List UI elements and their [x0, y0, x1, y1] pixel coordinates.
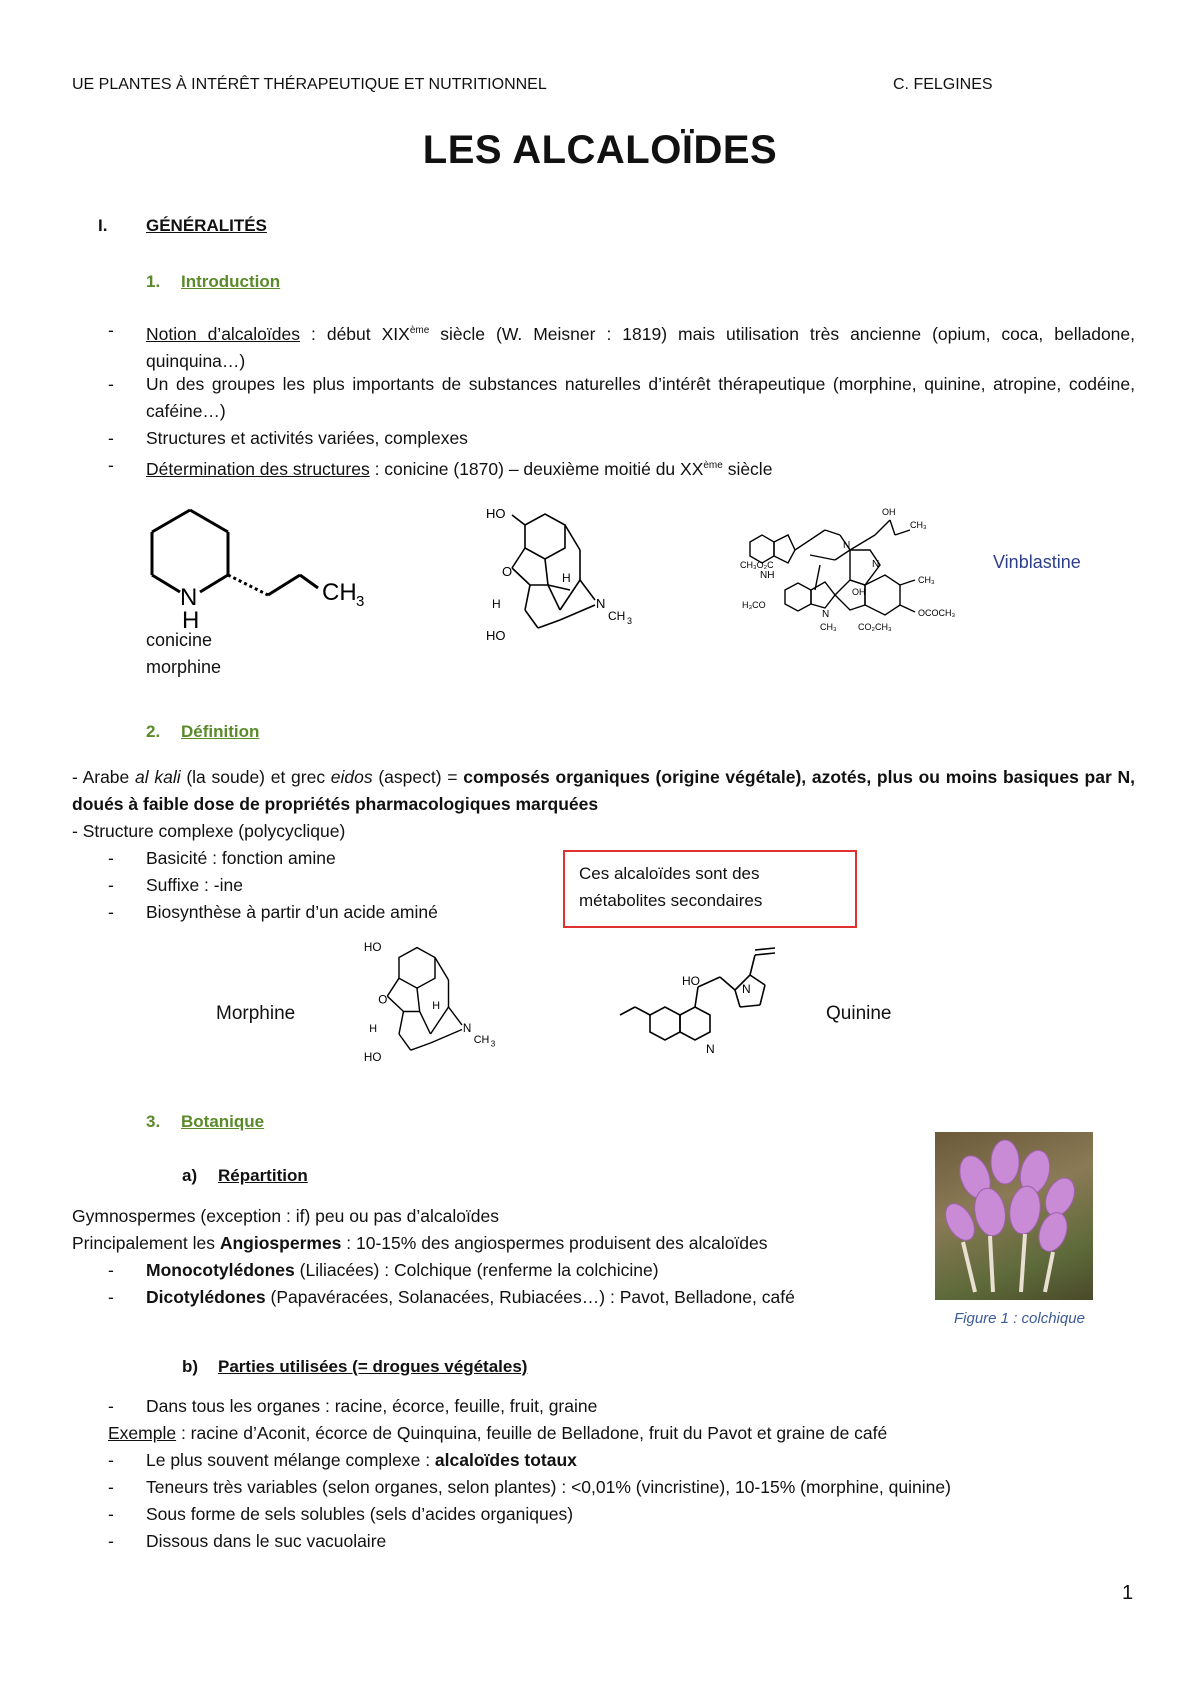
- text: (Liliacées) : Colchique (renferme la colchicine): [294, 1260, 659, 1280]
- list-item: Biosynthèse à partir d’un acide aminé: [146, 902, 438, 922]
- list-item: [146, 452, 1135, 483]
- list-item: Un des groupes les plus importants de substances naturelles d’intérêt thérapeutique (morphine, quinine, atropine, codéine, caféine…): [146, 374, 1135, 421]
- term-italic: eidos: [330, 767, 373, 787]
- quinine-structure: [610, 945, 800, 1080]
- superscript: ème: [703, 460, 723, 471]
- section-number: I.: [98, 216, 108, 235]
- section-title: GÉNÉRALITÉS: [146, 216, 267, 235]
- text: : 10-15% des angiospermes produisent des alcaloïdes: [341, 1233, 768, 1253]
- text: : conicine (1870) – deuxième moitié du XX: [369, 458, 704, 479]
- text: : racine d’Aconit, écorce de Quinquina, feuille de Belladone, fruit du Pavot et graine de café: [176, 1423, 888, 1443]
- list-item: [146, 1284, 886, 1311]
- svg-text:N: N: [180, 584, 198, 611]
- text: (Papavéracées, Solanacées, Rubiacées…) : Pavot, Belladone, café: [265, 1287, 795, 1307]
- svg-text:3: 3: [490, 1039, 496, 1049]
- svg-text:CH₃: CH₃: [820, 622, 837, 632]
- svg-text:N: N: [872, 559, 880, 570]
- term-bold: Monocotylédones: [146, 1260, 295, 1280]
- subheading-repartition: Répartition: [218, 1166, 308, 1185]
- morphine-structure: [480, 500, 650, 650]
- quinine-caption: Quinine: [826, 1003, 892, 1024]
- svg-text:H: H: [369, 1023, 378, 1036]
- term: Détermination des structures: [146, 458, 370, 479]
- text: - Arabe: [72, 767, 135, 787]
- subheading-parties: Parties utilisées (= drogues végétales): [218, 1357, 528, 1376]
- subheading-letter: a): [182, 1166, 198, 1185]
- list-item: Structures et activités variées, complexes: [146, 428, 468, 448]
- svg-text:H: H: [182, 607, 200, 634]
- repartition-list: - Monocotylédones (Liliacées) : Colchique (renferme la colchicine) - Dicotylédones (Papavéracées, Solanacées, Rubiacées…) : Pavot, Belladone, café: [0, 1257, 900, 1317]
- svg-text:H₃CO: H₃CO: [742, 600, 766, 610]
- svg-text:N: N: [706, 1042, 715, 1056]
- svg-text:NH: NH: [760, 570, 775, 581]
- subsection-number: 1.: [146, 272, 161, 291]
- callout-box: Ces alcaloïdes sont des métabolites secondaires: [563, 850, 857, 928]
- list-item: Dans tous les organes : racine, écorce, feuille, fruit, graine: [146, 1396, 598, 1416]
- svg-text:HO: HO: [682, 974, 700, 988]
- svg-text:HO: HO: [486, 628, 506, 643]
- svg-text:O: O: [502, 564, 513, 579]
- svg-text:N: N: [742, 982, 751, 996]
- term-bold: Angiospermes: [219, 1233, 342, 1253]
- svg-text:OH: OH: [882, 507, 896, 517]
- list-item: [146, 1257, 886, 1284]
- repartition-line1: Gymnospermes (exception : if) peu ou pas d’alcaloïdes: [72, 1206, 500, 1226]
- exemple-label: Exemple: [108, 1423, 177, 1443]
- svg-text:CH₃O₂C: CH₃O₂C: [740, 560, 774, 570]
- page-number: 1: [1122, 1582, 1134, 1604]
- subsection-number: 3.: [146, 1112, 161, 1131]
- list-item: Sous forme de sels solubles (sels d’acides organiques): [146, 1504, 574, 1524]
- svg-text:O: O: [378, 993, 388, 1007]
- subsection-title-definition: Définition: [181, 722, 260, 741]
- text: siècle (W. Meisner : 1819) mais utilisation très ancienne (opium, coca, belladone, quinquina…): [146, 323, 1136, 371]
- subsection-title-botanique: Botanique: [181, 1112, 265, 1131]
- text: : début XIX: [300, 323, 410, 344]
- list-item: [146, 1447, 1135, 1474]
- svg-text:3: 3: [627, 616, 633, 626]
- header-course-title: UE PLANTES À INTÉRÊT THÉRAPEUTIQUE ET NUTRITIONNEL: [72, 76, 547, 93]
- colchicum-flowers: [935, 1132, 1093, 1300]
- list-item: Teneurs très variables (selon organes, selon plantes) : <0,01% (vincristine), 10-15% (morphine, quinine): [146, 1477, 951, 1497]
- text: Le plus souvent mélange complexe :: [146, 1450, 435, 1470]
- subsection-number: 2.: [146, 722, 161, 741]
- svg-text:3: 3: [356, 593, 365, 610]
- definition-bold: composés organiques (origine végétale), azotés, plus ou moins basiques par N, doués à faible dose de propriétés pharmacologiques marquées: [72, 767, 1135, 814]
- subheading-letter: b): [182, 1357, 199, 1376]
- svg-text:HO: HO: [486, 506, 506, 521]
- svg-text:H: H: [492, 597, 501, 611]
- definition-list: - Basicité : fonction amine - Suffixe : -ine - Biosynthèse à partir d’un acide aminé: [0, 845, 560, 935]
- list-item: Dissous dans le suc vacuolaire: [146, 1531, 387, 1551]
- morphine-label: morphine: [146, 657, 222, 677]
- svg-text:H: H: [562, 571, 571, 585]
- figure-caption: Figure 1 : colchique: [954, 1310, 1085, 1327]
- definition-structure-line: - Structure complexe (polycyclique): [72, 821, 346, 841]
- svg-text:HO: HO: [363, 941, 382, 955]
- svg-text:N: N: [596, 596, 606, 611]
- parties-list: - Dans tous les organes : racine, écorce, feuille, fruit, graine Exemple : racine d’Aconit, écorce de Quinquina, feuille de Belladone, fruit du Pavot et graine de café - Le plus souvent mélange complexe : alcaloïdes totaux - Teneurs très variables (selon organes, selon plantes) : <0,01% (vincristine), 10-15% (morphine, quinine) - Sous forme de sels solubles (sels d’acides organiques) - Dissous dans le suc vacuolaire: [0, 1393, 1200, 1558]
- svg-text:N: N: [843, 540, 851, 551]
- svg-text:CH: CH: [473, 1034, 490, 1046]
- term-italic: al kali: [135, 767, 181, 787]
- list-item: Basicité : fonction amine: [146, 848, 336, 868]
- superscript: ème: [409, 325, 430, 336]
- list-item: [146, 317, 1135, 375]
- text: siècle: [722, 458, 773, 479]
- svg-text:H: H: [432, 999, 441, 1012]
- term: Notion d’alcaloïdes: [146, 323, 300, 344]
- term-bold: Dicotylédones: [146, 1287, 266, 1307]
- exemple-line: [108, 1420, 887, 1447]
- coniine-structure: [140, 500, 400, 635]
- colchicum-photo: [935, 1132, 1093, 1300]
- header-author: C. FELGINES: [893, 76, 993, 93]
- svg-text:OH: OH: [852, 587, 866, 597]
- svg-text:CH: CH: [608, 609, 626, 623]
- svg-text:HO: HO: [363, 1051, 382, 1064]
- page-title: LES ALCALOÏDES: [422, 128, 778, 172]
- morphine-structure-2: [355, 935, 515, 1070]
- repartition-line2: [72, 1230, 768, 1257]
- svg-text:N: N: [822, 609, 830, 620]
- text: (la soude) et grec: [180, 767, 331, 787]
- svg-text:OCOCH₃: OCOCH₃: [918, 608, 956, 618]
- svg-text:CH: CH: [322, 579, 357, 606]
- subsection-title-introduction: Introduction: [181, 272, 281, 291]
- intro-list: - Notion d’alcaloïdes : début XIXème siècle (W. Meisner : 1819) mais utilisation très ancienne (opium, coca, belladone, quinquina…) - Un des groupes les plus importants de substances naturelles d’intérêt thérapeutique (morphine, quinine, atropine, codéine, caféine…) - Structures et activités variées, complexes - Détermination des structures : conicine (1870) – deuxième moitié du XXème siècle: [0, 317, 1200, 487]
- svg-text:CO₂CH₃: CO₂CH₃: [858, 622, 892, 632]
- coniine-label: conicine: [146, 630, 213, 650]
- morphine-caption: Morphine: [216, 1003, 296, 1024]
- text: Principalement les: [72, 1233, 220, 1253]
- svg-text:N: N: [462, 1022, 472, 1036]
- svg-text:CH₃: CH₃: [910, 520, 927, 530]
- term-bold: alcaloïdes totaux: [434, 1450, 577, 1470]
- svg-text:CH₃: CH₃: [918, 575, 935, 585]
- text: (aspect) =: [372, 767, 464, 787]
- vinblastine-structure: [740, 500, 980, 660]
- definition-paragraph: [72, 764, 1135, 818]
- list-item: Suffixe : -ine: [146, 875, 243, 895]
- vinblastine-label: Vinblastine: [993, 552, 1081, 572]
